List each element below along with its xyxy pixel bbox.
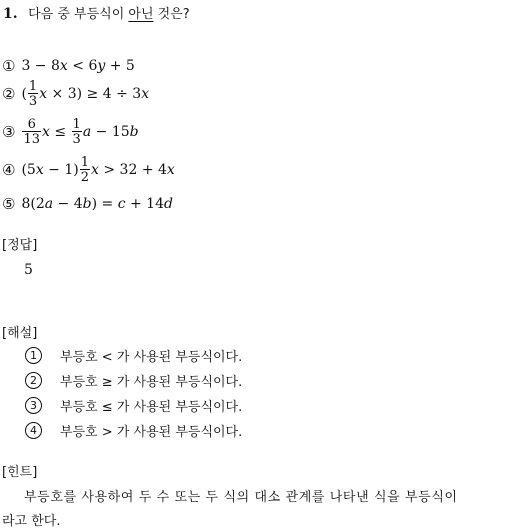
question-suffix: 것은? bbox=[153, 7, 190, 22]
explanation-text: 부등호 ≥ 가 사용된 부등식이다. bbox=[60, 375, 243, 390]
explanation-item bbox=[25, 421, 242, 440]
question-underlined-word: 아닌 bbox=[128, 7, 154, 22]
answer-header: [정답] bbox=[2, 238, 38, 253]
hint-text-line-2: 라고 한다. bbox=[2, 514, 61, 529]
circled-number: 1 bbox=[25, 347, 42, 364]
choice-expression: 3 − 8x < 6y + 5 bbox=[21, 58, 135, 74]
circled-number: 2 bbox=[25, 372, 42, 389]
choice-mark: ④ bbox=[2, 161, 16, 179]
explanation-item bbox=[25, 371, 242, 390]
explanation-text: 부등호 > 가 사용된 부등식이다. bbox=[60, 425, 243, 440]
circled-number: 4 bbox=[25, 422, 42, 439]
question-number: 1. bbox=[3, 6, 18, 22]
choice-expression: ( $\frac{1}{3}$ x × 3) ≥ 4 ÷ 3x bbox=[21, 79, 150, 109]
choice-mark: ② bbox=[2, 85, 16, 103]
explanation-text: 부등호 ≤ 가 사용된 부등식이다. bbox=[60, 400, 243, 415]
choice-expression: (5x − 1) $\frac{1}{2}$ x > 32 + 4x bbox=[21, 155, 175, 185]
hint-text-line-1: 부등호를 사용하여 두 수 또는 두 식의 대소 관계를 나타낸 식을 부등식이 bbox=[24, 490, 458, 505]
choice-mark: ③ bbox=[2, 123, 16, 141]
hint-header: [힌트] bbox=[2, 465, 38, 480]
choice-3 bbox=[2, 118, 139, 146]
choice-mark: ① bbox=[2, 57, 16, 75]
choice-2 bbox=[2, 80, 149, 108]
choice-expression: $\frac{6}{13}$ x ≤ $\frac{1}{3}$ a − 15b bbox=[23, 117, 139, 147]
question bbox=[3, 3, 190, 22]
explanation-item bbox=[25, 396, 242, 415]
choice-5 bbox=[2, 195, 173, 213]
explanation-item bbox=[25, 346, 242, 365]
choice-mark: ⑤ bbox=[2, 195, 16, 213]
choice-expression: 8(2a − 4b) = c + 14d bbox=[21, 196, 173, 212]
circled-number: 3 bbox=[25, 397, 42, 414]
answer-value: 5 bbox=[24, 262, 33, 278]
choice-4 bbox=[2, 156, 175, 184]
explanation-text: 부등호 < 가 사용된 부등식이다. bbox=[60, 350, 243, 365]
question-prefix: 다음 중 부등식이 bbox=[28, 7, 129, 22]
choice-1 bbox=[2, 57, 135, 75]
explanation-header: [해설] bbox=[2, 326, 38, 341]
